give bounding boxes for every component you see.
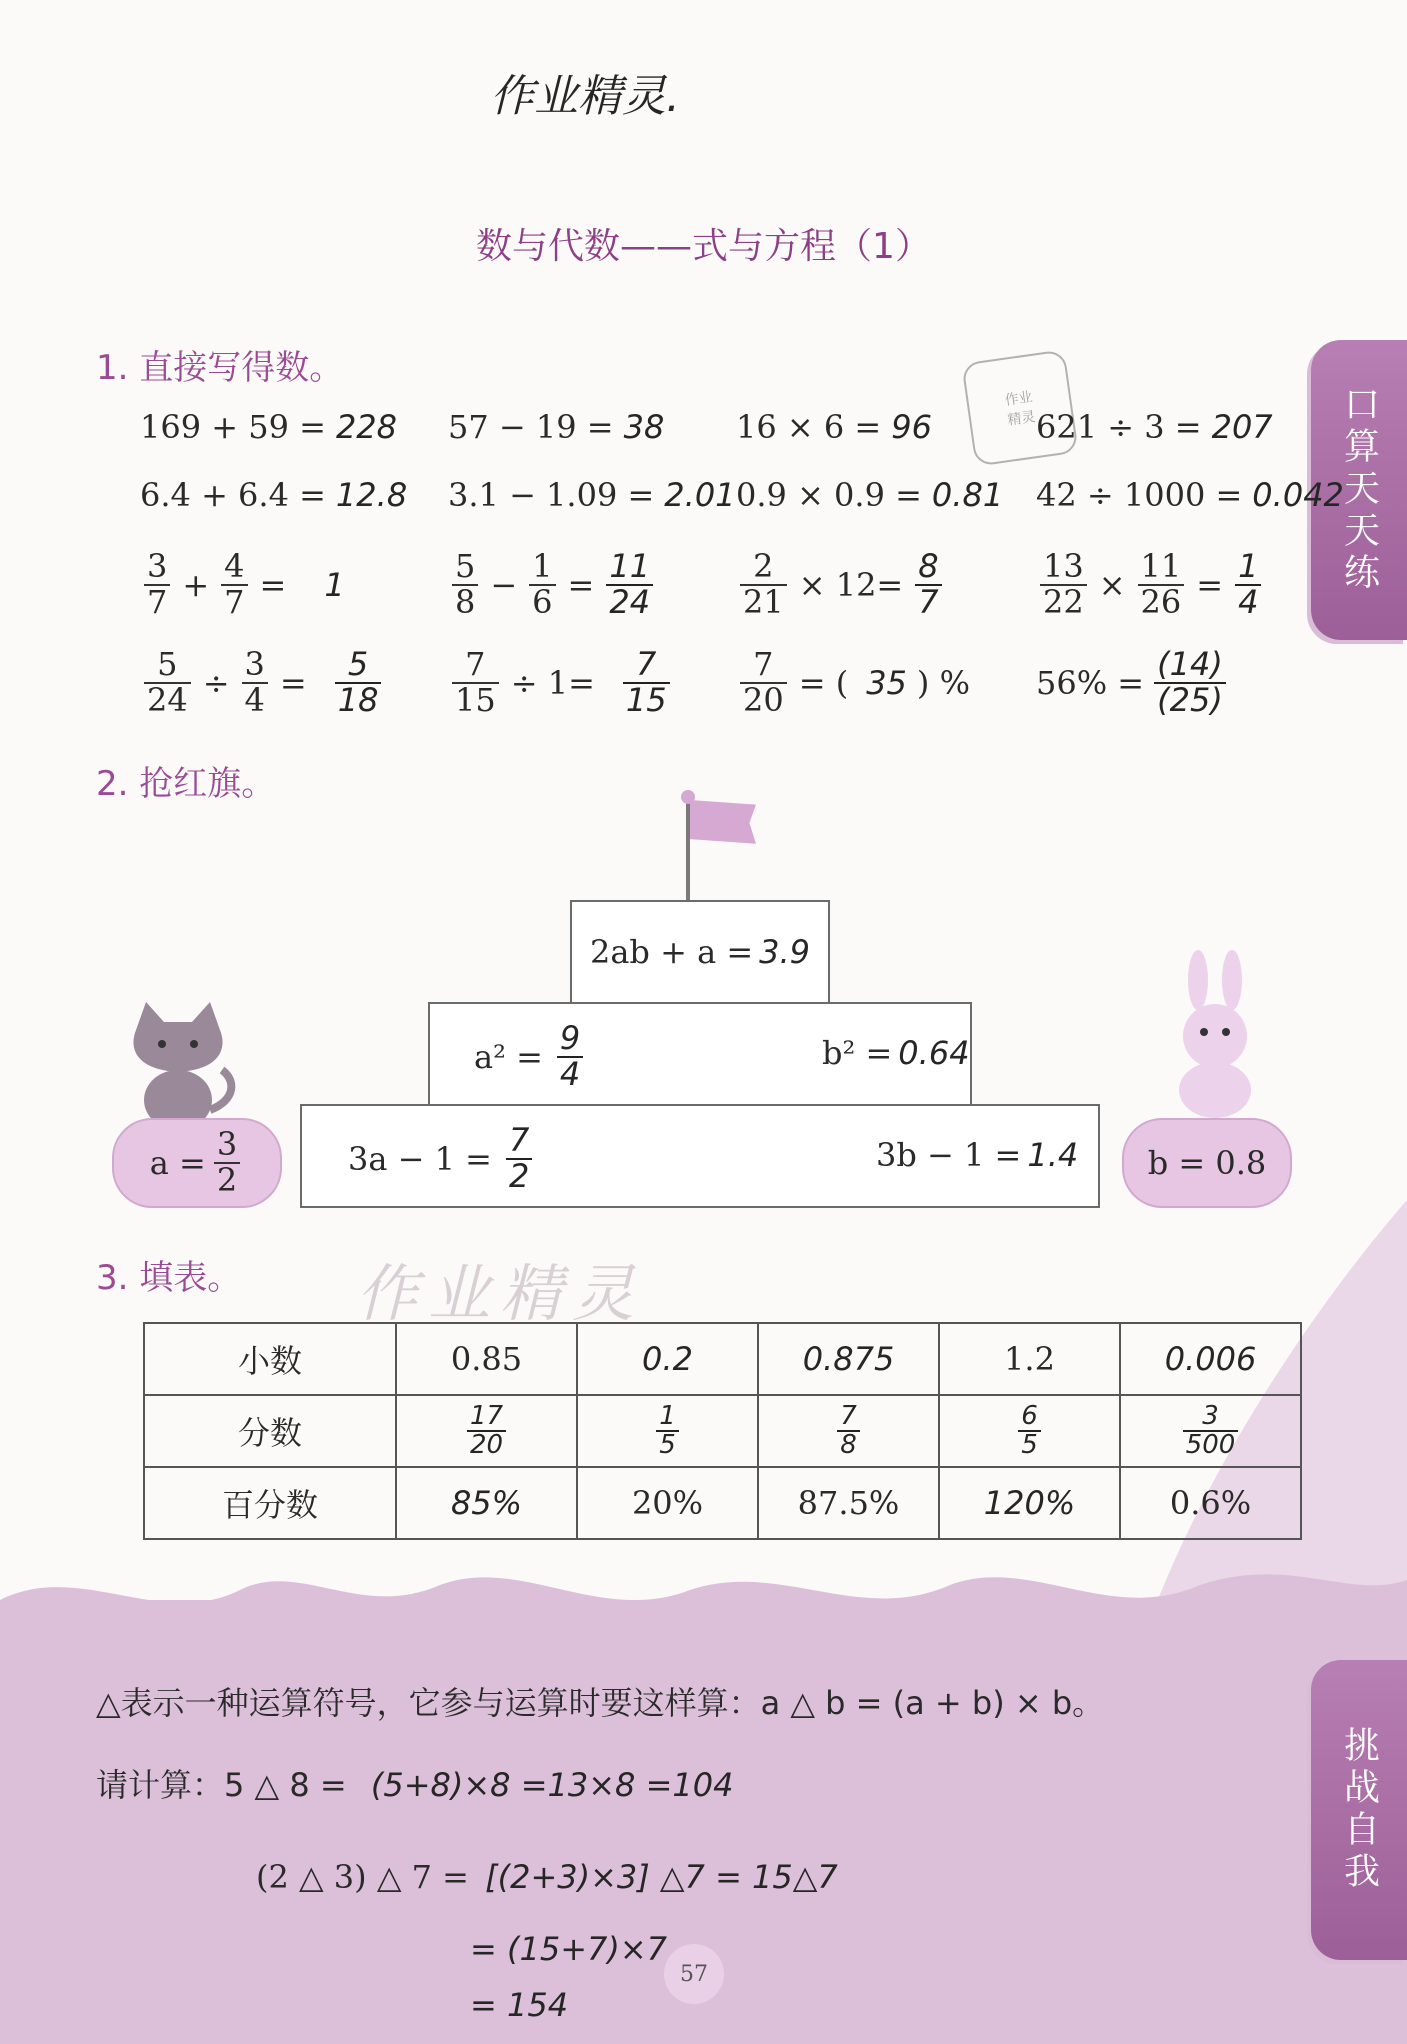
exercise-cell [448,392,664,462]
expression: 3.1 − 1.09 = [448,476,655,514]
answer-fraction: $\frac{1}{4}$ [1235,550,1261,619]
expression: 42 ÷ 1000 = [1036,476,1243,514]
answer: 0.64 [898,1034,970,1072]
fraction-cell: $\frac{17}{20}$ [396,1395,577,1467]
exercise-cell [1036,392,1273,462]
equals: = [259,566,287,604]
operator: − [490,566,518,604]
exercise-row-3 [140,540,1300,630]
exercise-row-1 [140,392,1300,462]
decorative-wave [0,1540,1407,1660]
answer-fraction: $\frac{(14)}{(25)}$ [1154,648,1226,717]
decimal-cell: 0.875 [758,1323,939,1395]
exercise-cell [1036,540,1265,630]
answer: 96 [891,408,932,446]
answer: 1.4 [1027,1136,1079,1174]
answer: 0.81 [931,476,1004,514]
exercise-cell [1036,460,1344,530]
expression: 621 ÷ 3 = [1036,408,1202,446]
exercise-cell [140,540,345,630]
pyramid-middle-box [428,1002,972,1106]
expression: b² = [822,1034,893,1072]
operator: + [182,566,210,604]
answer: [(2+3)×3] △7 = 15△7 [485,1858,838,1896]
fraction: $\frac{2}{21}$ [740,550,787,619]
table-row-fraction [144,1395,1301,1467]
fraction-cell: $\frac{1}{5}$ [577,1395,758,1467]
answer: 207 [1211,408,1273,446]
fraction: $\frac{5}{8}$ [452,550,478,619]
decimal-cell: 0.006 [1120,1323,1301,1395]
decimal-cell: 1.2 [939,1323,1120,1395]
expression: 3b − 1 = [876,1136,1022,1174]
answer-fraction: $\frac{11}{24}$ [606,550,653,619]
fraction: $\frac{3}{7}$ [144,550,170,619]
row-label: 小数 [144,1323,396,1395]
a-squared-eq [474,1019,587,1093]
equals: = [567,566,595,604]
fraction: $\frac{13}{22}$ [1040,550,1087,619]
row-label: 分数 [144,1395,396,1467]
exercise-cell [1036,638,1230,728]
exercise-cell [140,638,385,728]
3a-minus-1-eq [348,1121,536,1195]
equals: = [1196,566,1224,604]
stamp-bottom: 精灵 [1006,409,1037,429]
fraction: $\frac{7}{15}$ [452,648,499,717]
answer-fraction: $\frac{7}{2}$ [506,1124,532,1193]
expression: 3a − 1 = [348,1139,492,1178]
fraction-cell: $\frac{7}{8}$ [758,1395,939,1467]
exercise-cell [448,460,736,530]
percent-cell: 87.5% [758,1467,939,1539]
answer-fraction: $\frac{5}{18}$ [335,648,382,717]
red-flag-icon [690,800,756,846]
calc-line-4: = 154 [470,1986,569,2024]
exercise-cell [736,540,946,630]
fraction-cell: $\frac{6}{5}$ [939,1395,1120,1467]
expression: 6.4 + 6.4 = [140,476,326,514]
percent-cell: 0.6% [1120,1467,1301,1539]
row-label: 百分数 [144,1467,396,1539]
fill-table [143,1322,1302,1540]
expression: 0.9 × 0.9 = [736,476,922,514]
decimal-cell: 0.2 [577,1323,758,1395]
calc-line-1 [96,1760,733,1806]
table-row-percent [144,1467,1301,1539]
answer: 38 [623,408,665,446]
watermark: 作业精灵 [356,1257,645,1330]
equals: = [279,664,307,702]
cat-bubble [112,1118,282,1208]
expression: 57 − 19 = [448,408,614,446]
page-title: 数与代数——式与方程（1） [476,226,931,267]
fraction: $\frac{3}{2}$ [214,1128,240,1197]
percent-cell: 120% [939,1467,1120,1539]
expression: 16 × 6 = [736,408,882,446]
operator: ÷ 1= [510,664,595,702]
exercise-cell [736,638,970,728]
side-tab-challenge: 挑战自我 [1311,1660,1407,1960]
exercise-row-4 [140,638,1300,728]
rabbit-icon [1160,950,1270,1120]
percent-cell: 85% [396,1467,577,1539]
expression: 2ab + a = [589,933,754,971]
expression: 56% = [1036,664,1145,702]
answer: 1 [324,566,345,604]
answer: 35 [866,664,907,702]
challenge-rule: △表示一种运算符号，它参与运算时要这样算：a △ b = (a + b) × b。 [96,1684,1105,1722]
answer-fraction: $\frac{7}{15}$ [623,648,670,717]
exercise-cell [448,638,674,728]
answer-fraction: $\frac{8}{7}$ [915,550,941,619]
exercise-cell [140,460,407,530]
operator: × [1098,566,1126,604]
percent-cell: 20% [577,1467,758,1539]
pyramid-bottom-box [300,1104,1100,1208]
expression: a² = [474,1037,543,1076]
answer: 0.042 [1252,476,1344,514]
calc-line-3: = (15+7)×7 [470,1930,668,1968]
decimal-cell: 0.85 [396,1323,577,1395]
exercise-cell [736,392,932,462]
expression: (2 △ 3) △ 7 = [256,1858,469,1896]
flag-pole [686,793,690,903]
handwritten-title: 作业精灵. [490,71,680,122]
answer-fraction: $\frac{9}{4}$ [557,1022,583,1091]
stamp-top: 作业 [1003,389,1034,409]
section3-heading: 3. 填表。 [96,1258,242,1298]
exercise-cell [736,460,1003,530]
operator: = ( [798,664,849,702]
fraction: $\frac{7}{20}$ [740,648,787,717]
fraction: $\frac{5}{24}$ [144,648,191,717]
answer: (5+8)×8 =13×8 =104 [370,1766,734,1804]
answer: 228 [335,408,398,446]
table-row-decimal [144,1323,1301,1395]
answer: 3.9 [759,933,811,971]
cat-icon [118,1000,238,1130]
rabbit-bubble: b = 0.8 [1122,1118,1292,1208]
3b-minus-1-eq [876,1136,1078,1174]
fraction: $\frac{4}{7}$ [221,550,247,619]
calc-label: 请计算：5 △ 8 = [96,1766,347,1804]
operator: × 12= [798,566,904,604]
section2-heading: 2. 抢红旗。 [96,764,276,804]
exercise-row-2 [140,460,1344,530]
answer: 2.01 [664,476,736,514]
percent-tail: ) % [916,664,970,702]
fraction-cell: $\frac{3}{500}$ [1120,1395,1301,1467]
side-tab-daily-practice: 口算天天练 [1311,340,1407,640]
fraction: $\frac{11}{26}$ [1138,550,1185,619]
b-squared-eq [822,1034,970,1072]
operator: ÷ [202,664,230,702]
exercise-cell [140,392,397,462]
fraction: $\frac{1}{6}$ [529,550,555,619]
calc-line-2 [256,1858,838,1896]
pyramid-top-box [570,900,830,1004]
answer: 12.8 [335,476,408,514]
expression: 169 + 59 = [140,408,326,446]
a-label: a = [149,1144,206,1182]
fraction: $\frac{3}{4}$ [242,648,268,717]
page-number: 57 [664,1944,724,2004]
exercise-cell [448,540,657,630]
section1-heading: 1. 直接写得数。 [96,348,344,388]
